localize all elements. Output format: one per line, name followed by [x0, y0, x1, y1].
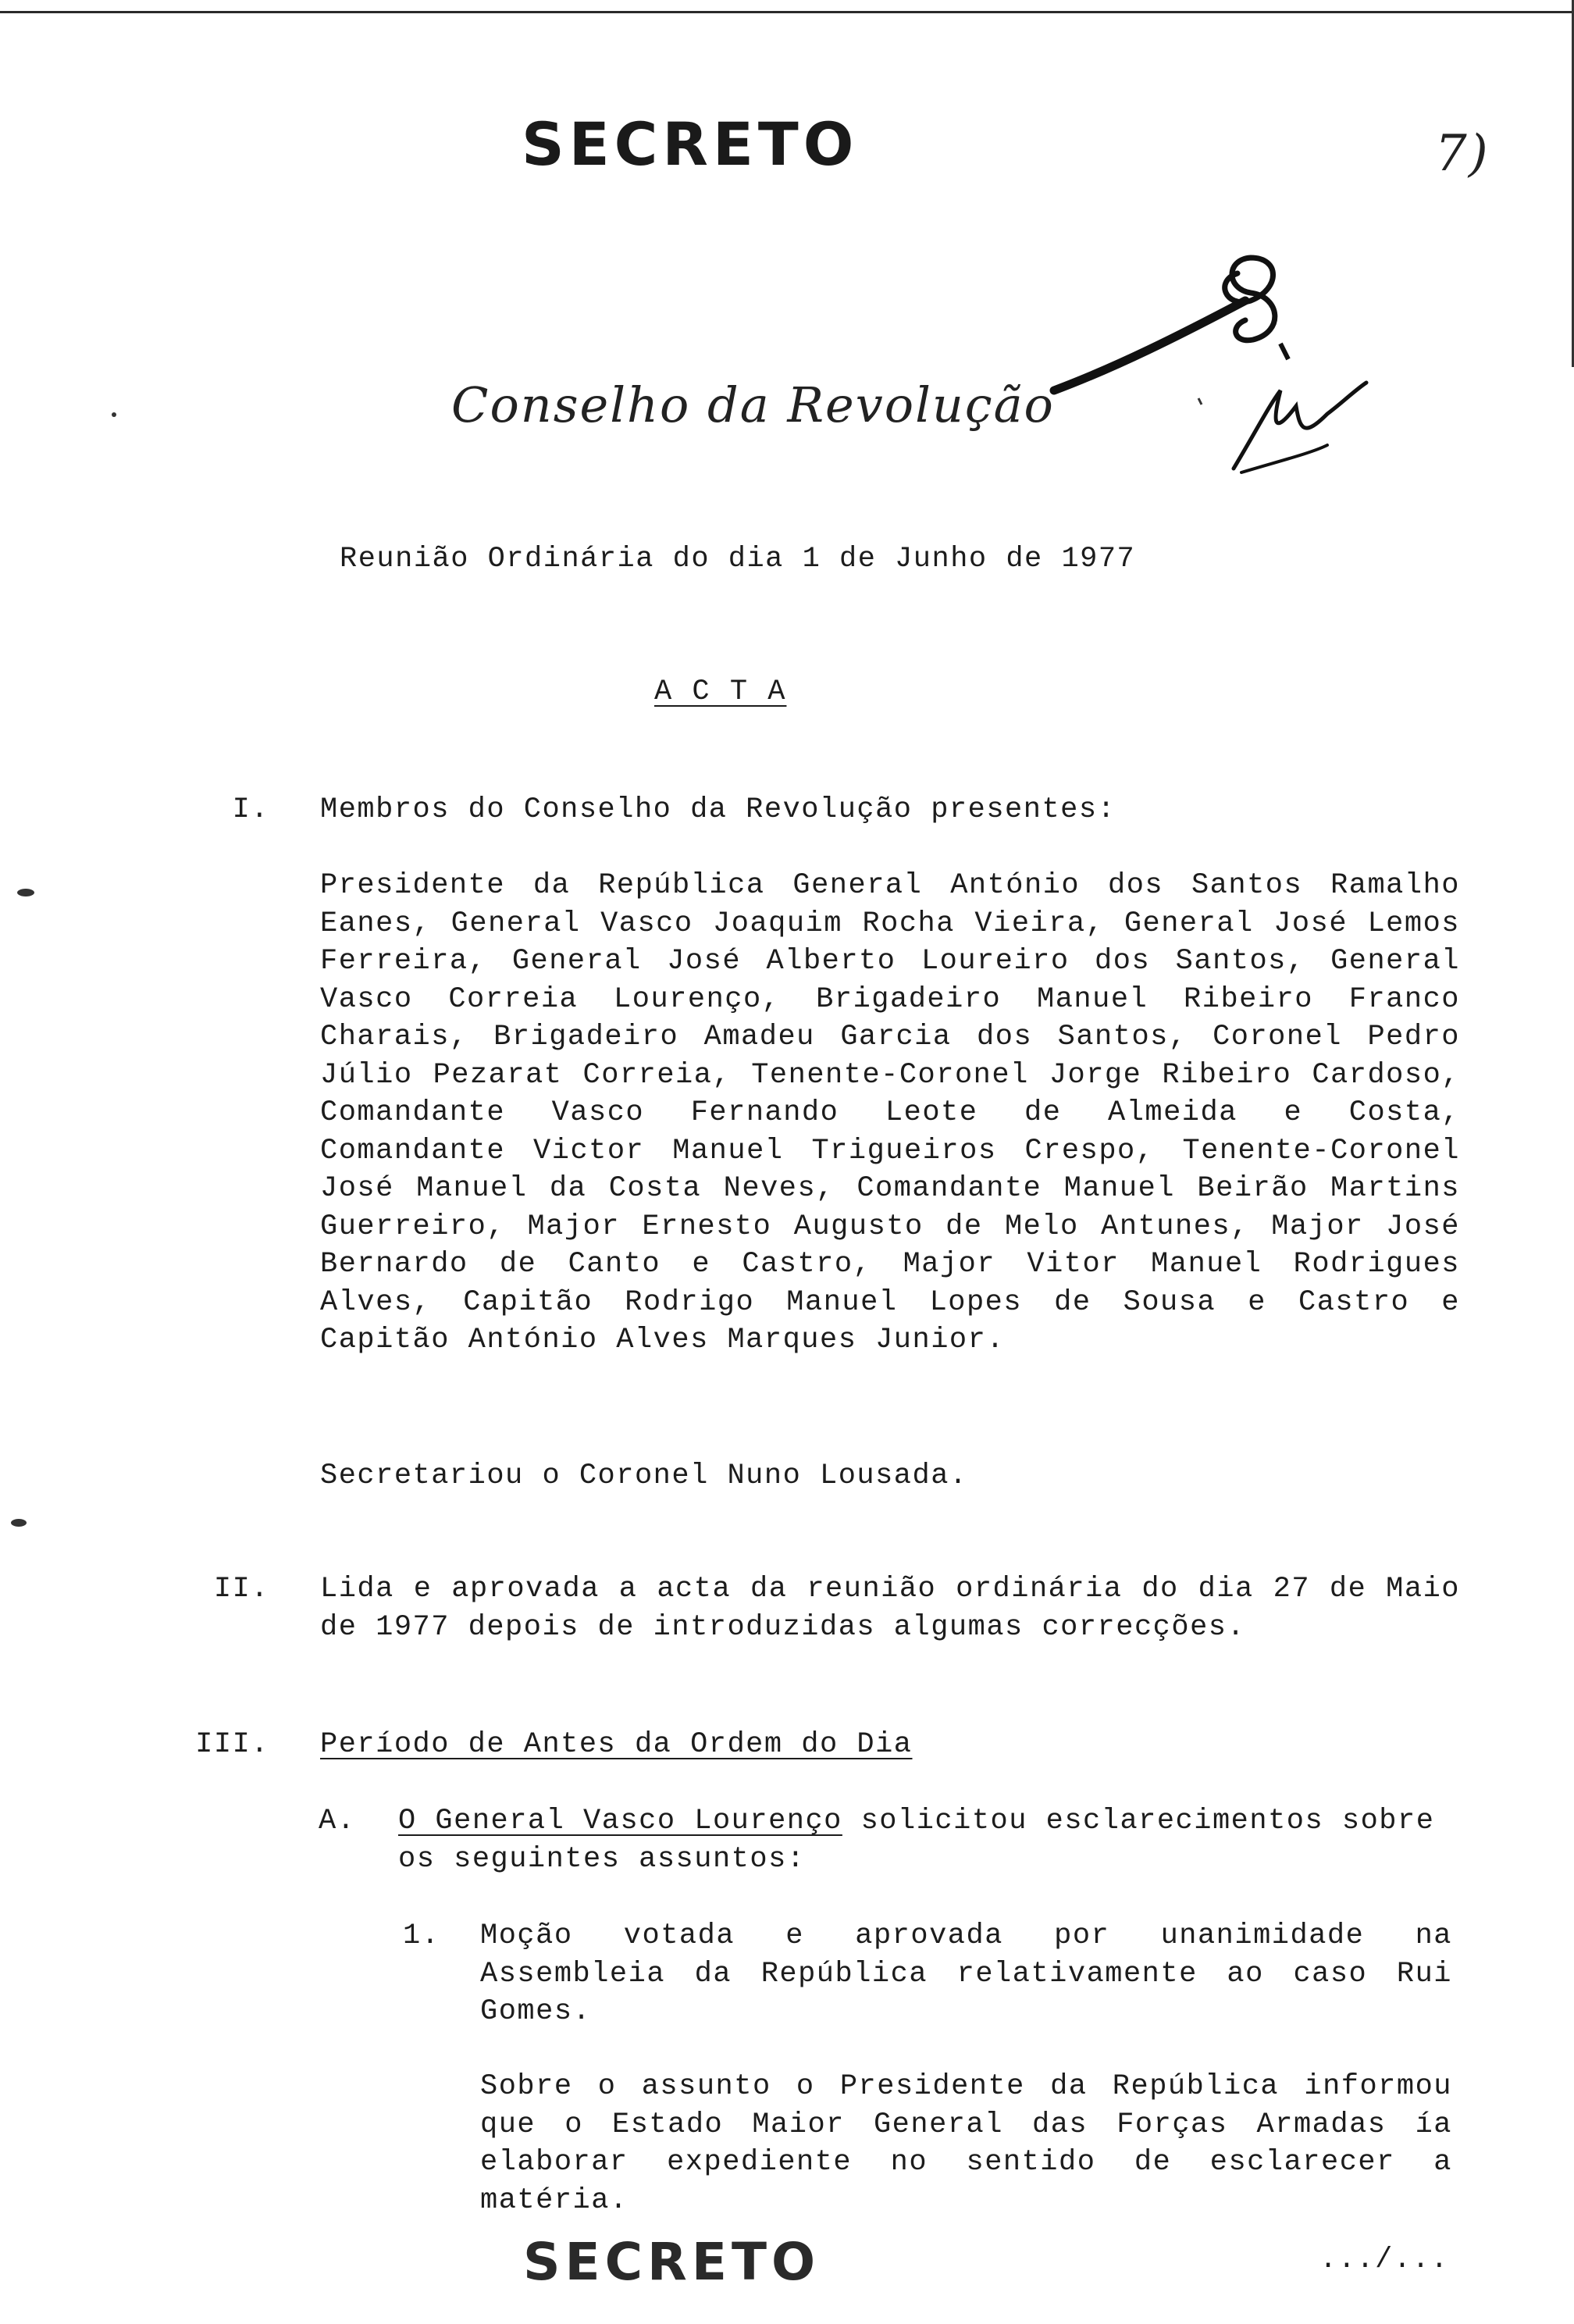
approval-paragraph: Lida e aprovada a acta da reunião ordinária do dia 27 de Maio de 1977 depois de introduzidas algumas correcções.	[320, 1573, 1460, 1644]
meeting-date-line: Reunião Ordinária do dia 1 de Junho de 1977	[340, 543, 1136, 576]
item-1-response: Sobre o assunto o Presidente da República informou que o Estado Maior General das Forças Armadas ía elaborar expediente no sentido de esclarecer a matéria.	[480, 2070, 1452, 2217]
scan-speck	[112, 412, 116, 417]
section-heading-agenda: Período de Antes da Ordem do Dia	[320, 1728, 913, 1761]
scan-speck	[11, 1519, 27, 1527]
page-number-mark: 7)	[1435, 125, 1490, 183]
item-a-paragraph	[398, 1802, 1452, 1878]
item-a-rest: solicitou esclarecimentos sobre os seguintes assuntos:	[398, 1805, 1435, 1876]
document-title: A C T A	[654, 675, 787, 708]
section-numeral-2: II.	[213, 1573, 269, 1606]
item-1-paragraph: Moção votada e aprovada por unanimidade na Assembleia da República relativamente ao caso Rui Gomes.	[480, 1919, 1452, 2028]
secret-stamp-bottom: SECRETO	[523, 2232, 821, 2292]
item-a-subject: O General Vasco Lourenço	[398, 1805, 842, 1837]
scan-top-edge	[0, 11, 1574, 13]
scan-speck	[17, 889, 34, 896]
signature-initials	[1046, 234, 1374, 500]
secret-stamp-top: SECRETO	[522, 109, 859, 179]
section-numeral-1: I.	[232, 793, 269, 826]
item-number-1: 1.	[403, 1919, 440, 1952]
continuation-mark: .../...	[1319, 2244, 1449, 2276]
secretary-line: Secretariou o Coronel Nuno Lousada.	[320, 1460, 968, 1492]
section-numeral-3: III.	[195, 1728, 269, 1761]
letterhead-script: Conselho da Revolução	[451, 376, 1055, 433]
section-heading-members: Membros do Conselho da Revolução presentes:	[320, 793, 1116, 826]
item-letter-a: A.	[319, 1805, 356, 1837]
members-paragraph: Presidente da República General António dos Santos Ramalho Eanes, General Vasco Joaquim Rocha Vieira, General José Lemos Ferreira, General José Alberto Loureiro dos Santos, General Vasco Correia Lourenço, Brigadeiro Manuel Ribeiro Franco Charais, Brigadeiro Amadeu Garcia dos Santos, Coronel Pedro Júlio Pezarat Correia, Tenente-Coronel Jorge Ribeiro Cardoso, Comandante Vasco Fernando Leote de Almeida e Costa, Comandante Victor Manuel Trigueiros Crespo, Tenente-Coronel José Manuel da Costa Neves, Comandante Manuel Beirão Martins Guerreiro, Major Ernesto Augusto de Melo Antunes, Major José Bernardo de Canto e Castro, Major Vitor Manuel Rodrigues Alves, Capitão Rodrigo Manuel Lopes de Sousa e Castro e Capitão António Alves Marques Junior.	[320, 869, 1460, 1356]
